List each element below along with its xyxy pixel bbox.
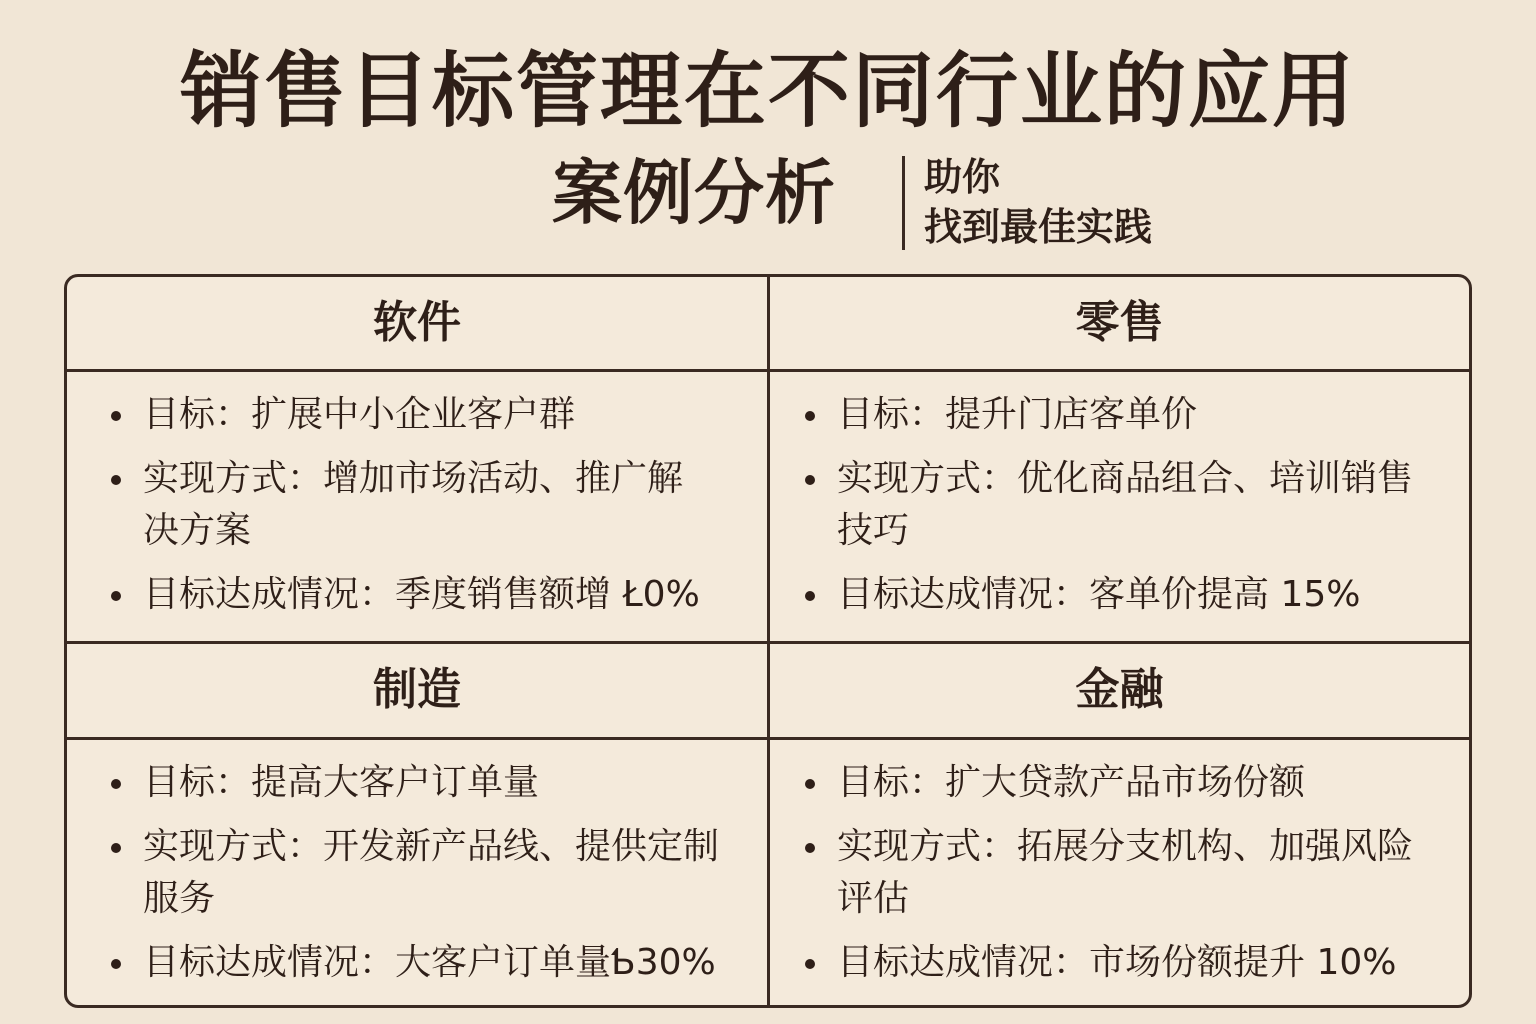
industry-header-finance: 金融 bbox=[1075, 664, 1164, 715]
bullet-list bbox=[89, 757, 749, 989]
industry-header-software: 软件 bbox=[373, 297, 461, 348]
tagline bbox=[924, 152, 1152, 252]
result-text: 目标达成情况：客单价提高 15% bbox=[837, 574, 1361, 615]
table-divider-top-header bbox=[67, 369, 1469, 372]
method-text: 实现方式：优化商品组合、培训销售技巧 bbox=[837, 458, 1414, 551]
subtitle-divider bbox=[902, 156, 905, 250]
result-text: 目标达成情况：季度销售额增 Ł0% bbox=[143, 574, 700, 615]
list-item bbox=[783, 569, 1443, 621]
list-item bbox=[89, 937, 749, 989]
bullet-list bbox=[783, 389, 1443, 621]
industry-table bbox=[64, 274, 1472, 1008]
list-item bbox=[783, 389, 1443, 441]
industry-header-retail: 零售 bbox=[1075, 297, 1164, 348]
bullet-icon bbox=[805, 475, 815, 485]
list-item bbox=[89, 821, 749, 925]
list-item bbox=[89, 389, 749, 441]
bullet-list bbox=[89, 389, 749, 621]
method-text: 实现方式：增加市场活动、推广解决方案 bbox=[143, 458, 684, 551]
industry-body-finance bbox=[783, 757, 1443, 1001]
bullet-icon bbox=[111, 843, 121, 853]
bullet-icon bbox=[805, 959, 815, 969]
page-subtitle: 案例分析 bbox=[552, 152, 836, 234]
table-divider-bottom-header bbox=[67, 737, 1469, 740]
goal-text: 目标：扩大贷款产品市场份额 bbox=[837, 762, 1306, 803]
list-item bbox=[89, 453, 749, 557]
list-item bbox=[89, 569, 749, 621]
list-item bbox=[783, 453, 1443, 557]
bullet-icon bbox=[111, 411, 121, 421]
result-text: 目标达成情况：大客户订单量Ƅ30% bbox=[143, 942, 716, 983]
bullet-icon bbox=[111, 959, 121, 969]
result-text: 目标达成情况：市场份额提升 10% bbox=[837, 942, 1397, 983]
list-item bbox=[89, 757, 749, 809]
goal-text: 目标：提升门店客单价 bbox=[837, 394, 1198, 435]
tagline-line-2: 找到最佳实践 bbox=[924, 205, 1153, 249]
bullet-icon bbox=[111, 475, 121, 485]
bullet-icon bbox=[111, 779, 121, 789]
bullet-icon bbox=[805, 843, 815, 853]
list-item bbox=[783, 821, 1443, 925]
list-item bbox=[783, 937, 1443, 989]
industry-body-retail bbox=[783, 389, 1443, 633]
industry-body-software bbox=[89, 389, 749, 633]
goal-text: 目标：提高大客户订单量 bbox=[143, 762, 540, 803]
tagline-line-1: 助你 bbox=[924, 155, 1001, 199]
bullet-list bbox=[783, 757, 1443, 989]
industry-header-manufacturing: 制造 bbox=[373, 664, 461, 715]
list-item bbox=[783, 757, 1443, 809]
page-title: 销售目标管理在不同行业的应用 bbox=[179, 44, 1356, 139]
method-text: 实现方式：拓展分支机构、加强风险评估 bbox=[837, 826, 1414, 919]
goal-text: 目标：扩展中小企业客户群 bbox=[143, 394, 576, 435]
industry-body-manufacturing bbox=[89, 757, 749, 1001]
bullet-icon bbox=[805, 779, 815, 789]
method-text: 实现方式：开发新产品线、提供定制服务 bbox=[143, 826, 720, 919]
bullet-icon bbox=[805, 411, 815, 421]
bullet-icon bbox=[805, 591, 815, 601]
bullet-icon bbox=[111, 591, 121, 601]
